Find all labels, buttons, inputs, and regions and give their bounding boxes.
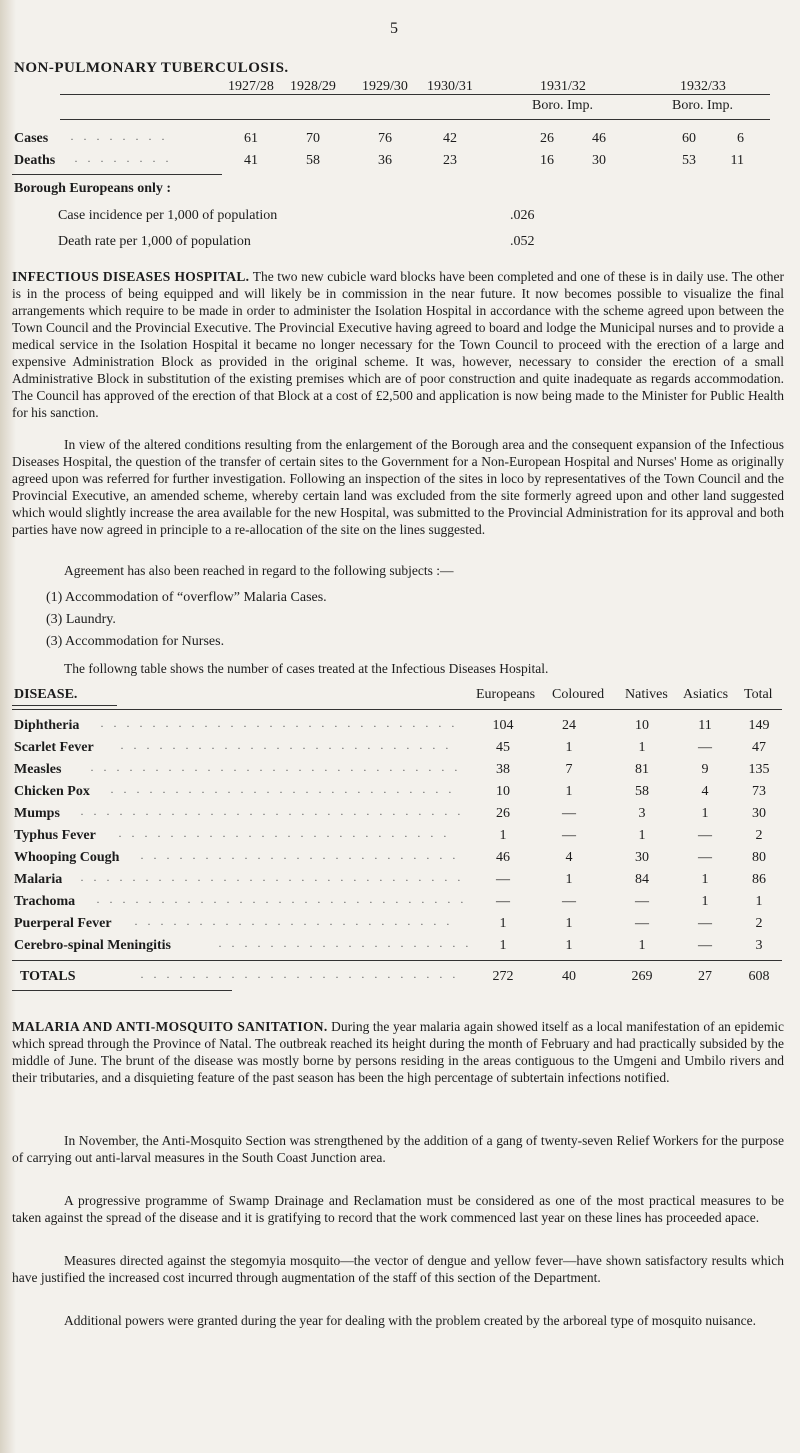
paragraph-text: In view of the altered conditions resulting from the enlargement of the Borough area and the consequent expansion of the Infectious Diseases Hospital, the question of the transfer of certain sites to the Government for a Non-European Hospital and Nurses' Home as originally agreed upon was referred for further investigation. Following an inspection of the sites in loco by representatives of the Town Council and the Provincial Executive, an amended scheme, whereby certain land was excluded from the site formerly agreed upon and other land suggested which would slightly increase the area available for the new Hospital, was submitted to the Provincial Administration for its approval and both parties have now agreed in principle to a re-allocation of the site on the lines suggested. [12,437,784,537]
column-header: Asiatics [683,687,729,702]
cell: 9 [701,762,709,777]
cell: 38 [496,762,510,777]
list-item: (3) Accommodation for Nurses. [46,634,225,649]
cell: 1 [565,872,573,887]
cell: 58 [635,784,649,799]
cell: 1 [565,784,573,799]
cell: 1 [499,828,507,843]
cell: — [698,740,712,755]
cell: — [698,916,712,931]
cell: 10 [496,784,510,799]
leader-dots: · · · · · · · · · · · · · · · · · · · · · · · · · · · · [100,719,458,733]
leader-dots: · · · · · · · · · · · · · · · · · · · · · · · · · · · · · [90,763,461,777]
column-header: Europeans [476,687,536,702]
disease-name: Mumps [14,806,60,821]
cell: — [496,894,510,909]
cell: 1 [701,894,709,909]
total-cell: 272 [492,969,514,984]
paragraph-text: Agreement has also been reached in regard to the following subjects :— [64,563,454,578]
row-label-deaths: Deaths [14,153,56,168]
paragraph-text: During the year malaria again showed itself as a local manifestation of an epidemic which spread through the Province of Natal. The outbreak reached its height during the month of February and had practically subsided by the middle of June. The brunt of the disease was mostly borne by persons residing in the areas contiguous to the Umgeni and Umbilo rivers and their tributaries, and a disquieting feature of the past season has been the high percentage of subtertain infections notified. [12,1019,784,1085]
cell: 11 [698,718,712,733]
cell: 2 [755,916,763,931]
cell: 26 [496,806,510,821]
cell: — [562,806,576,821]
leader-dots: · · · · · · · · · · · · · · · · · · · · · · · · · · · · · · [80,807,464,821]
cell: 1 [499,916,507,931]
column-header: Total [744,687,773,702]
section-heading: NON-PULMONARY TUBERCULOSIS. [14,60,289,76]
cell: 42 [443,131,457,146]
cell: 24 [562,718,576,733]
cell: 45 [496,740,510,755]
cell: 26 [540,131,554,146]
cell: 1 [565,740,573,755]
cell: 11 [730,153,744,168]
cell: 6 [737,131,744,146]
malaria-heading: MALARIA AND ANTI-MOSQUITO SANITATION. [12,1019,328,1034]
cell: 104 [492,718,514,733]
cell: 10 [635,718,649,733]
year-header: 1928/29 [290,79,336,94]
case-incidence-value: .026 [510,208,535,223]
total-cell: 27 [698,969,712,984]
leader-dots: · · · · · · · · · · · · · · · · · · · · [218,939,472,953]
totals-label: TOTALS [20,969,76,984]
subheader: Boro. Imp. [672,98,734,113]
year-header: 1931/32 [540,79,586,94]
cell: — [562,894,576,909]
paragraph-text: A progressive programme of Swamp Drainage and Reclamation must be considered as one of the most practical measures to be taken against the spread of the disease and it is gratifying to record that the work commenced last year on these lines has proceeded apace. [12,1193,784,1225]
cell: 149 [748,718,770,733]
cell: 1 [638,828,646,843]
column-header: Coloured [552,687,605,702]
cell: — [496,872,510,887]
total-cell: 269 [631,969,653,984]
cell: 4 [701,784,709,799]
cell: 30 [592,153,606,168]
cell: 3 [755,938,763,953]
leader-dots: · · · · · · · · · · · · · · · · · · · · · · · · · [140,851,459,865]
paragraph-text: The followng table shows the number of cases treated at the Infectious Diseases Hospital. [64,661,549,676]
additional-powers-paragraph [12,1312,784,1329]
malaria-paragraph [12,1018,784,1086]
cell: 47 [752,740,766,755]
leader-dots: · · · · · · · · [70,132,168,146]
page-number: 5 [390,20,398,37]
cell: 16 [540,153,554,168]
leader-dots: · · · · · · · · · · · · · · · · · · · · · · · · · · · [110,785,455,799]
list-item: (3) Laundry. [46,612,116,627]
table-rule [12,705,117,706]
anti-mosquito-paragraph [12,1132,784,1166]
cell: 135 [748,762,770,777]
cell: 1 [638,740,646,755]
death-rate-label: Death rate per 1,000 of population [58,234,251,249]
borough-heading: Borough Europeans only : [14,181,172,196]
cell: 2 [755,828,763,843]
cell: 36 [378,153,392,168]
list-item: (1) Accommodation of “overflow” Malaria Cases. [46,590,327,605]
column-header-disease: DISEASE. [14,687,78,702]
death-rate-value: .052 [510,234,535,249]
disease-name: Diphtheria [14,718,80,733]
year-header: 1929/30 [362,79,408,94]
cell: 1 [755,894,763,909]
cell: 84 [635,872,649,887]
cell: 61 [244,131,258,146]
leader-dots: · · · · · · · · · · · · · · · · · · · · · · · · · · [118,829,450,843]
leader-dots: · · · · · · · · [74,154,172,168]
cell: 1 [701,806,709,821]
cell: 58 [306,153,320,168]
year-header: 1932/33 [680,79,726,94]
column-header: Natives [625,687,668,702]
disease-name: Scarlet Fever [14,740,94,755]
cell: 41 [244,153,258,168]
cell: 46 [496,850,510,865]
cell: 23 [443,153,457,168]
cell: 1 [565,938,573,953]
cell: 53 [682,153,696,168]
cell: 86 [752,872,766,887]
cell: 46 [592,131,606,146]
year-header: 1930/31 [427,79,473,94]
case-incidence-label: Case incidence per 1,000 of population [58,208,278,223]
disease-name: Malaria [14,872,63,887]
disease-name: Typhus Fever [14,828,96,843]
table-intro-paragraph [12,660,784,677]
paragraph-text: The two new cubicle ward blocks have been completed and one of these is in daily use. The other is in the process of being equipped and will likely be in commission in the near future. It now becomes possible to visualize the final arrangements which require to be made in order to administer the Isolation Hospital in accordance with the scheme agreed upon between the Town Council and the Provincial Executive. The Provincial Executive having agreed to board and lodge the Municipal nurses and to provide a medical service in the Isolation Hospital it became no longer necessary for the Town Council to proceed with the erection of a large and expensive Administration Block as provided in the original scheme. It was, however, necessary to consider the erection of a small Administrative Block in substitution of the existing premises which are of poor construction and quite inadequate as regards accommodation. The Council has approved of the erection of that Block at a cost of £2,500 and application is now being made to the Minister for Public Health for his sanction. [12,269,784,420]
total-cell: 40 [562,969,576,984]
leader-dots: · · · · · · · · · · · · · · · · · · · · · · · · · [140,970,459,984]
total-cell: 608 [748,969,770,984]
cell: — [698,850,712,865]
cell: 3 [638,806,646,821]
disease-name: Whooping Cough [14,850,120,865]
cell: — [698,828,712,843]
disease-name: Trachoma [14,894,76,909]
cell: 1 [701,872,709,887]
cell: 73 [752,784,766,799]
year-header: 1927/28 [228,79,274,94]
cell: — [562,828,576,843]
subheader: Boro. Imp. [532,98,594,113]
cell: — [698,938,712,953]
paragraph-text: In November, the Anti-Mosquito Section was strengthened by the addition of a gang of twenty-seven Relief Workers for the purpose of carrying out anti-larval measures in the South Coast Junction area. [12,1133,784,1165]
table-rule [12,960,782,961]
disease-name: Measles [14,762,62,777]
cell: 76 [378,131,392,146]
paragraph-text: Measures directed against the stegomyia mosquito—the vector of dengue and yellow fever—have shown satisfactory results which have justified the increased cost incurred through augmentation of the staff of this section of the Department. [12,1253,784,1285]
leader-dots: · · · · · · · · · · · · · · · · · · · · · · · · · [134,917,453,931]
cell: — [635,916,649,931]
infectious-heading: INFECTIOUS DISEASES HOSPITAL. [12,269,250,284]
paragraph-text: Additional powers were granted during the year for dealing with the problem created by the arboreal type of mosquito nuisance. [64,1313,757,1328]
table-rule [12,990,232,991]
table-rule [12,709,782,710]
cell: 1 [565,916,573,931]
leader-dots: · · · · · · · · · · · · · · · · · · · · · · · · · · · · · [96,895,467,909]
cell: 60 [682,131,696,146]
agreement-paragraph [12,562,784,579]
cell: 1 [499,938,507,953]
cell: 70 [306,131,320,146]
swamp-drainage-paragraph [12,1192,784,1226]
disease-name: Puerperal Fever [14,916,112,931]
stegomyia-paragraph [12,1252,784,1286]
disease-name: Chicken Pox [14,784,90,799]
cell: 30 [635,850,649,865]
disease-name: Cerebro-spinal Meningitis [14,938,171,953]
cell: 81 [635,762,649,777]
cell: — [635,894,649,909]
cell: 7 [565,762,573,777]
cell: 80 [752,850,766,865]
leader-dots: · · · · · · · · · · · · · · · · · · · · · · · · · · [120,741,452,755]
cell: 4 [565,850,573,865]
cell: 1 [638,938,646,953]
row-label-cases: Cases [14,131,49,146]
cell: 30 [752,806,766,821]
leader-dots: · · · · · · · · · · · · · · · · · · · · · · · · · · · · · · [80,873,464,887]
